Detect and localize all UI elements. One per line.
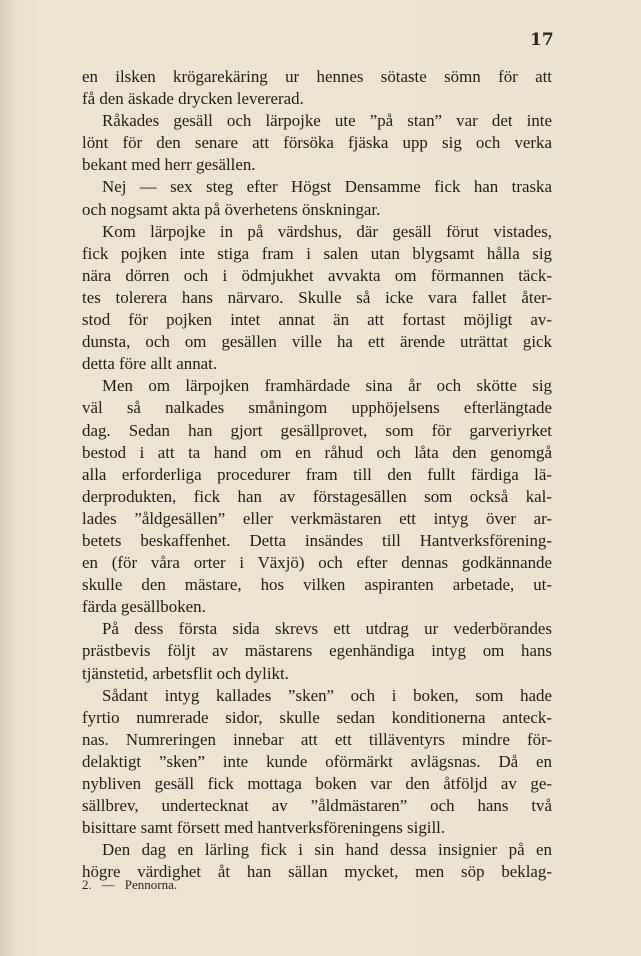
text-line: få den äskade drycken levererad. — [82, 89, 304, 109]
text-line: prästbevis följt av mästarens egenhändiga intyg om hans — [82, 641, 552, 661]
text-line: skulle den mästare, hos vilken aspiranten arbetade, ut- — [82, 575, 552, 595]
text-line: derprodukten, fick han av förstagesällen som också kal- — [82, 486, 552, 506]
text-line: nybliven gesäll fick mottaga boken var den åtföljd av ge- — [82, 774, 552, 793]
text-line: fyrtio numrerade sidor, skulle sedan konditionerna anteck- — [82, 707, 552, 727]
text-line: lönt för den senare att försöka fjäska upp sig och verka — [82, 133, 552, 153]
text-line: färda gesällboken. — [82, 597, 206, 617]
page-footer — [82, 877, 187, 893]
footer-dash: — — [101, 877, 115, 892]
text-line: bekant med herr gesällen. — [82, 155, 256, 175]
text-line: tjänstetid, arbetsflit och dylikt. — [82, 663, 289, 683]
text-line: nas. Numreringen innebar att ett tilläventyrs mindre för- — [82, 729, 552, 749]
text-line: stod för pojken intet annat än att fortast möjligt av- — [82, 310, 552, 330]
signature-number: 2. — [82, 877, 92, 892]
text-line: dag. Sedan han gjort gesällprovet, som för garveriyrket — [82, 420, 552, 440]
text-line: väl så nalkades småningom upphöjelsens efterlängtade — [82, 398, 552, 418]
text-line: delaktigt ”sken” inte kunde oförmärkt avlägsnas. Då en — [82, 751, 552, 771]
text-line: och nogsamt akta på överhetens önskningar. — [82, 199, 381, 219]
text-line: Sådant intyg kallades ”sken” och i boken, som hade — [102, 685, 552, 705]
page-number: 17 — [530, 30, 554, 50]
text-line: Den dag en lärling fick i sin hand dessa insignier på en — [102, 840, 552, 860]
footer-book-title: Pennorna. — [124, 877, 178, 892]
text-line: lades ”åldgesällen” eller verkmästaren ett intyg över ar- — [82, 508, 552, 528]
text-line: Nej — sex steg efter Högst Densamme fick han traska — [102, 177, 552, 197]
body-text — [82, 66, 552, 883]
text-line: alla erforderliga procedurer fram till den fullt färdiga lä- — [82, 464, 552, 484]
text-line: nära dörren och i ödmjukhet avvakta om förmannen täck- — [82, 265, 552, 285]
text-line: bisittare samt försett med hantverksföreningens sigill. — [82, 818, 446, 838]
text-line: tes tolerera hans närvaro. Skulle så icke vara fallet åter- — [82, 287, 552, 307]
text-line: Råkades gesäll och lärpojke ute ”på stan” var det inte — [102, 111, 552, 131]
text-line: På dess första sida skrevs ett utdrag ur vederbörandes — [102, 619, 552, 639]
text-line: fick pojken inte stiga fram i salen utan blygsamt hålla sig — [82, 243, 552, 263]
text-line: en (för våra orter i Växjö) och efter dennas godkännande — [82, 553, 552, 573]
text-line: betets beskaffenhet. Detta insändes till Hantverksförening- — [82, 530, 552, 550]
text-line: dunsta, och om gesällen ville ha ett ärende uträttat gick — [82, 332, 552, 352]
text-line: detta före allt annat. — [82, 354, 218, 374]
text-line: Men om lärpojken framhärdade sina år och skötte sig — [102, 376, 552, 396]
text-line: en ilsken krögarekäring ur hennes sötaste sömn för att — [82, 67, 552, 86]
text-line: högre värdighet åt han sällan mycket, men söp beklag- — [82, 862, 552, 882]
text-line: bestod i att ta hand om en råhud och låta den genomgå — [82, 442, 552, 462]
text-line: Kom lärpojke in på värdshus, där gesäll förut vistades, — [102, 221, 552, 241]
text-line: sällbrev, undertecknat av ”åldmästaren” och hans två — [82, 796, 552, 816]
